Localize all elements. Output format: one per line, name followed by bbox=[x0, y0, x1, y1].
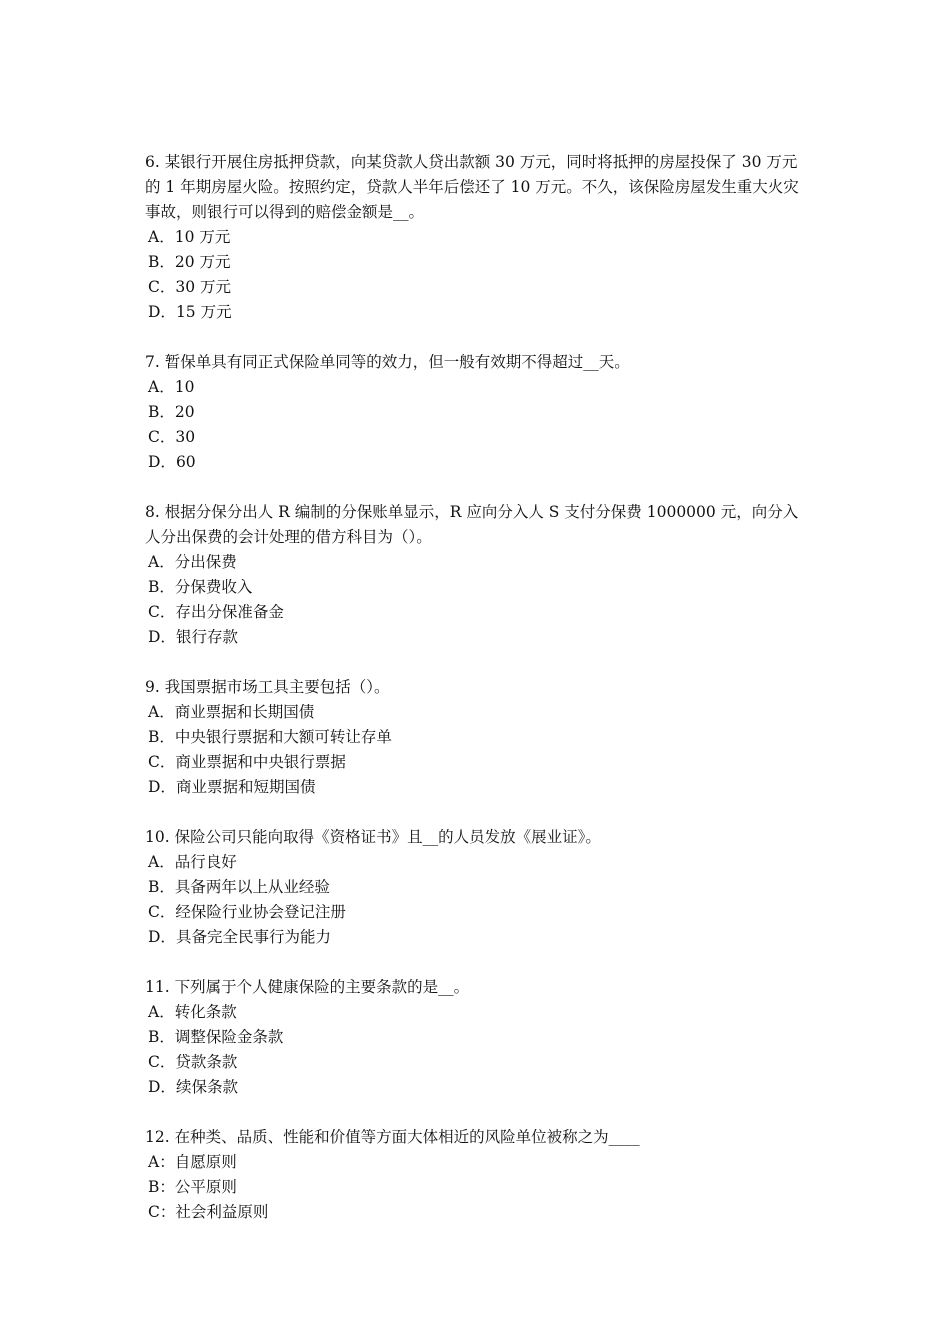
option-letter: C． bbox=[148, 1053, 176, 1071]
option-text: 贷款条款 bbox=[175, 1053, 238, 1071]
option-text: 20 bbox=[174, 403, 195, 421]
option-a bbox=[145, 700, 810, 725]
option-letter: A． bbox=[148, 703, 175, 721]
option-c bbox=[145, 750, 810, 775]
option-text: 商业票据和短期国债 bbox=[175, 778, 316, 796]
option-letter: B． bbox=[148, 1028, 175, 1046]
option-letter: C． bbox=[148, 603, 176, 621]
option-list bbox=[145, 1000, 810, 1100]
option-b bbox=[145, 1175, 810, 1200]
option-list bbox=[145, 225, 810, 325]
option-text: 具备两年以上从业经验 bbox=[174, 878, 330, 896]
option-c bbox=[145, 425, 810, 450]
option-letter: A． bbox=[148, 228, 175, 246]
option-letter: B． bbox=[148, 878, 175, 896]
option-list bbox=[145, 550, 810, 650]
option-text: 30 bbox=[175, 428, 196, 446]
option-letter: A． bbox=[148, 553, 175, 571]
option-letter: C． bbox=[148, 278, 176, 296]
option-c bbox=[145, 1050, 810, 1075]
option-letter: D． bbox=[148, 778, 176, 796]
option-letter: B． bbox=[148, 578, 175, 596]
option-letter: B． bbox=[148, 253, 175, 271]
option-c bbox=[145, 900, 810, 925]
question-stem: 8. 根据分保分出人 R 编制的分保账单显示，R 应向分入人 S 支付分保费 1000000 元，向分入人分出保费的会计处理的借方科目为（）。 bbox=[145, 503, 799, 546]
option-letter: A： bbox=[148, 1153, 175, 1171]
question-stem: 6. 某银行开展住房抵押贷款，向某贷款人贷出款额 30 万元，同时将抵押的房屋投保了 30 万元的 1 年期房屋火险。按照约定，贷款人半年后偿还了 10 万元。不久，该保险房屋发生重大火灾事故，则银行可以得到的赔偿金额是__。 bbox=[145, 153, 799, 221]
option-text: 品行良好 bbox=[174, 853, 237, 871]
option-text: 商业票据和中央银行票据 bbox=[175, 753, 346, 771]
option-list bbox=[145, 850, 810, 950]
option-list bbox=[145, 1150, 810, 1225]
option-letter: B： bbox=[148, 1178, 175, 1196]
option-b bbox=[145, 1025, 810, 1050]
option-letter: A． bbox=[148, 853, 175, 871]
option-letter: C． bbox=[148, 753, 176, 771]
option-text: 分保费收入 bbox=[174, 578, 253, 596]
option-a bbox=[145, 225, 810, 250]
option-d bbox=[145, 300, 810, 325]
question-9 bbox=[145, 675, 810, 800]
option-d bbox=[145, 775, 810, 800]
option-c bbox=[145, 275, 810, 300]
option-letter: B． bbox=[148, 403, 175, 421]
option-a bbox=[145, 375, 810, 400]
option-letter: A． bbox=[148, 378, 175, 396]
option-c bbox=[145, 600, 810, 625]
option-letter: C． bbox=[148, 428, 176, 446]
question-10 bbox=[145, 825, 810, 950]
option-letter: D． bbox=[148, 303, 176, 321]
option-b bbox=[145, 400, 810, 425]
option-text: 30 万元 bbox=[175, 278, 232, 296]
option-a bbox=[145, 1150, 810, 1175]
option-b bbox=[145, 250, 810, 275]
option-text: 中央银行票据和大额可转让存单 bbox=[174, 728, 392, 746]
option-text: 自愿原则 bbox=[174, 1153, 237, 1171]
option-text: 10 bbox=[174, 378, 195, 396]
question-8 bbox=[145, 500, 810, 650]
option-a bbox=[145, 850, 810, 875]
question-7 bbox=[145, 350, 810, 475]
option-text: 调整保险金条款 bbox=[174, 1028, 284, 1046]
question-11 bbox=[145, 975, 810, 1100]
option-text: 续保条款 bbox=[175, 1078, 238, 1096]
question-list bbox=[145, 150, 810, 1250]
option-letter: B． bbox=[148, 728, 175, 746]
option-d bbox=[145, 1075, 810, 1100]
option-text: 银行存款 bbox=[175, 628, 238, 646]
option-text: 经保险行业协会登记注册 bbox=[175, 903, 346, 921]
option-text: 社会利益原则 bbox=[175, 1203, 269, 1221]
option-text: 分出保费 bbox=[174, 553, 237, 571]
option-text: 存出分保准备金 bbox=[175, 603, 284, 621]
option-b bbox=[145, 725, 810, 750]
option-b bbox=[145, 575, 810, 600]
option-letter: D． bbox=[148, 928, 176, 946]
question-stem: 7. 暂保单具有同正式保险单同等的效力，但一般有效期不得超过__天。 bbox=[145, 353, 630, 371]
option-a bbox=[145, 550, 810, 575]
option-text: 转化条款 bbox=[174, 1003, 237, 1021]
option-d bbox=[145, 925, 810, 950]
option-letter: D． bbox=[148, 628, 176, 646]
option-d bbox=[145, 625, 810, 650]
option-text: 公平原则 bbox=[174, 1178, 237, 1196]
option-text: 15 万元 bbox=[175, 303, 232, 321]
question-stem: 10. 保险公司只能向取得《资格证书》且__的人员发放《展业证》。 bbox=[145, 828, 601, 846]
option-d bbox=[145, 450, 810, 475]
option-list bbox=[145, 375, 810, 475]
question-12 bbox=[145, 1125, 810, 1225]
option-letter: C： bbox=[148, 1203, 176, 1221]
option-list bbox=[145, 700, 810, 800]
question-6 bbox=[145, 150, 810, 325]
question-stem: 12. 在种类、品质、性能和价值等方面大体相近的风险单位被称之为____ bbox=[145, 1128, 640, 1146]
option-letter: D． bbox=[148, 1078, 176, 1096]
question-stem: 11. 下列属于个人健康保险的主要条款的是__。 bbox=[145, 978, 470, 996]
option-text: 商业票据和长期国债 bbox=[174, 703, 315, 721]
option-text: 具备完全民事行为能力 bbox=[175, 928, 331, 946]
option-b bbox=[145, 875, 810, 900]
option-c bbox=[145, 1200, 810, 1225]
option-a bbox=[145, 1000, 810, 1025]
option-letter: A． bbox=[148, 1003, 175, 1021]
option-text: 10 万元 bbox=[174, 228, 231, 246]
option-letter: D． bbox=[148, 453, 176, 471]
question-stem: 9. 我国票据市场工具主要包括（）。 bbox=[145, 678, 390, 696]
option-text: 60 bbox=[175, 453, 196, 471]
option-letter: C． bbox=[148, 903, 176, 921]
option-text: 20 万元 bbox=[174, 253, 231, 271]
